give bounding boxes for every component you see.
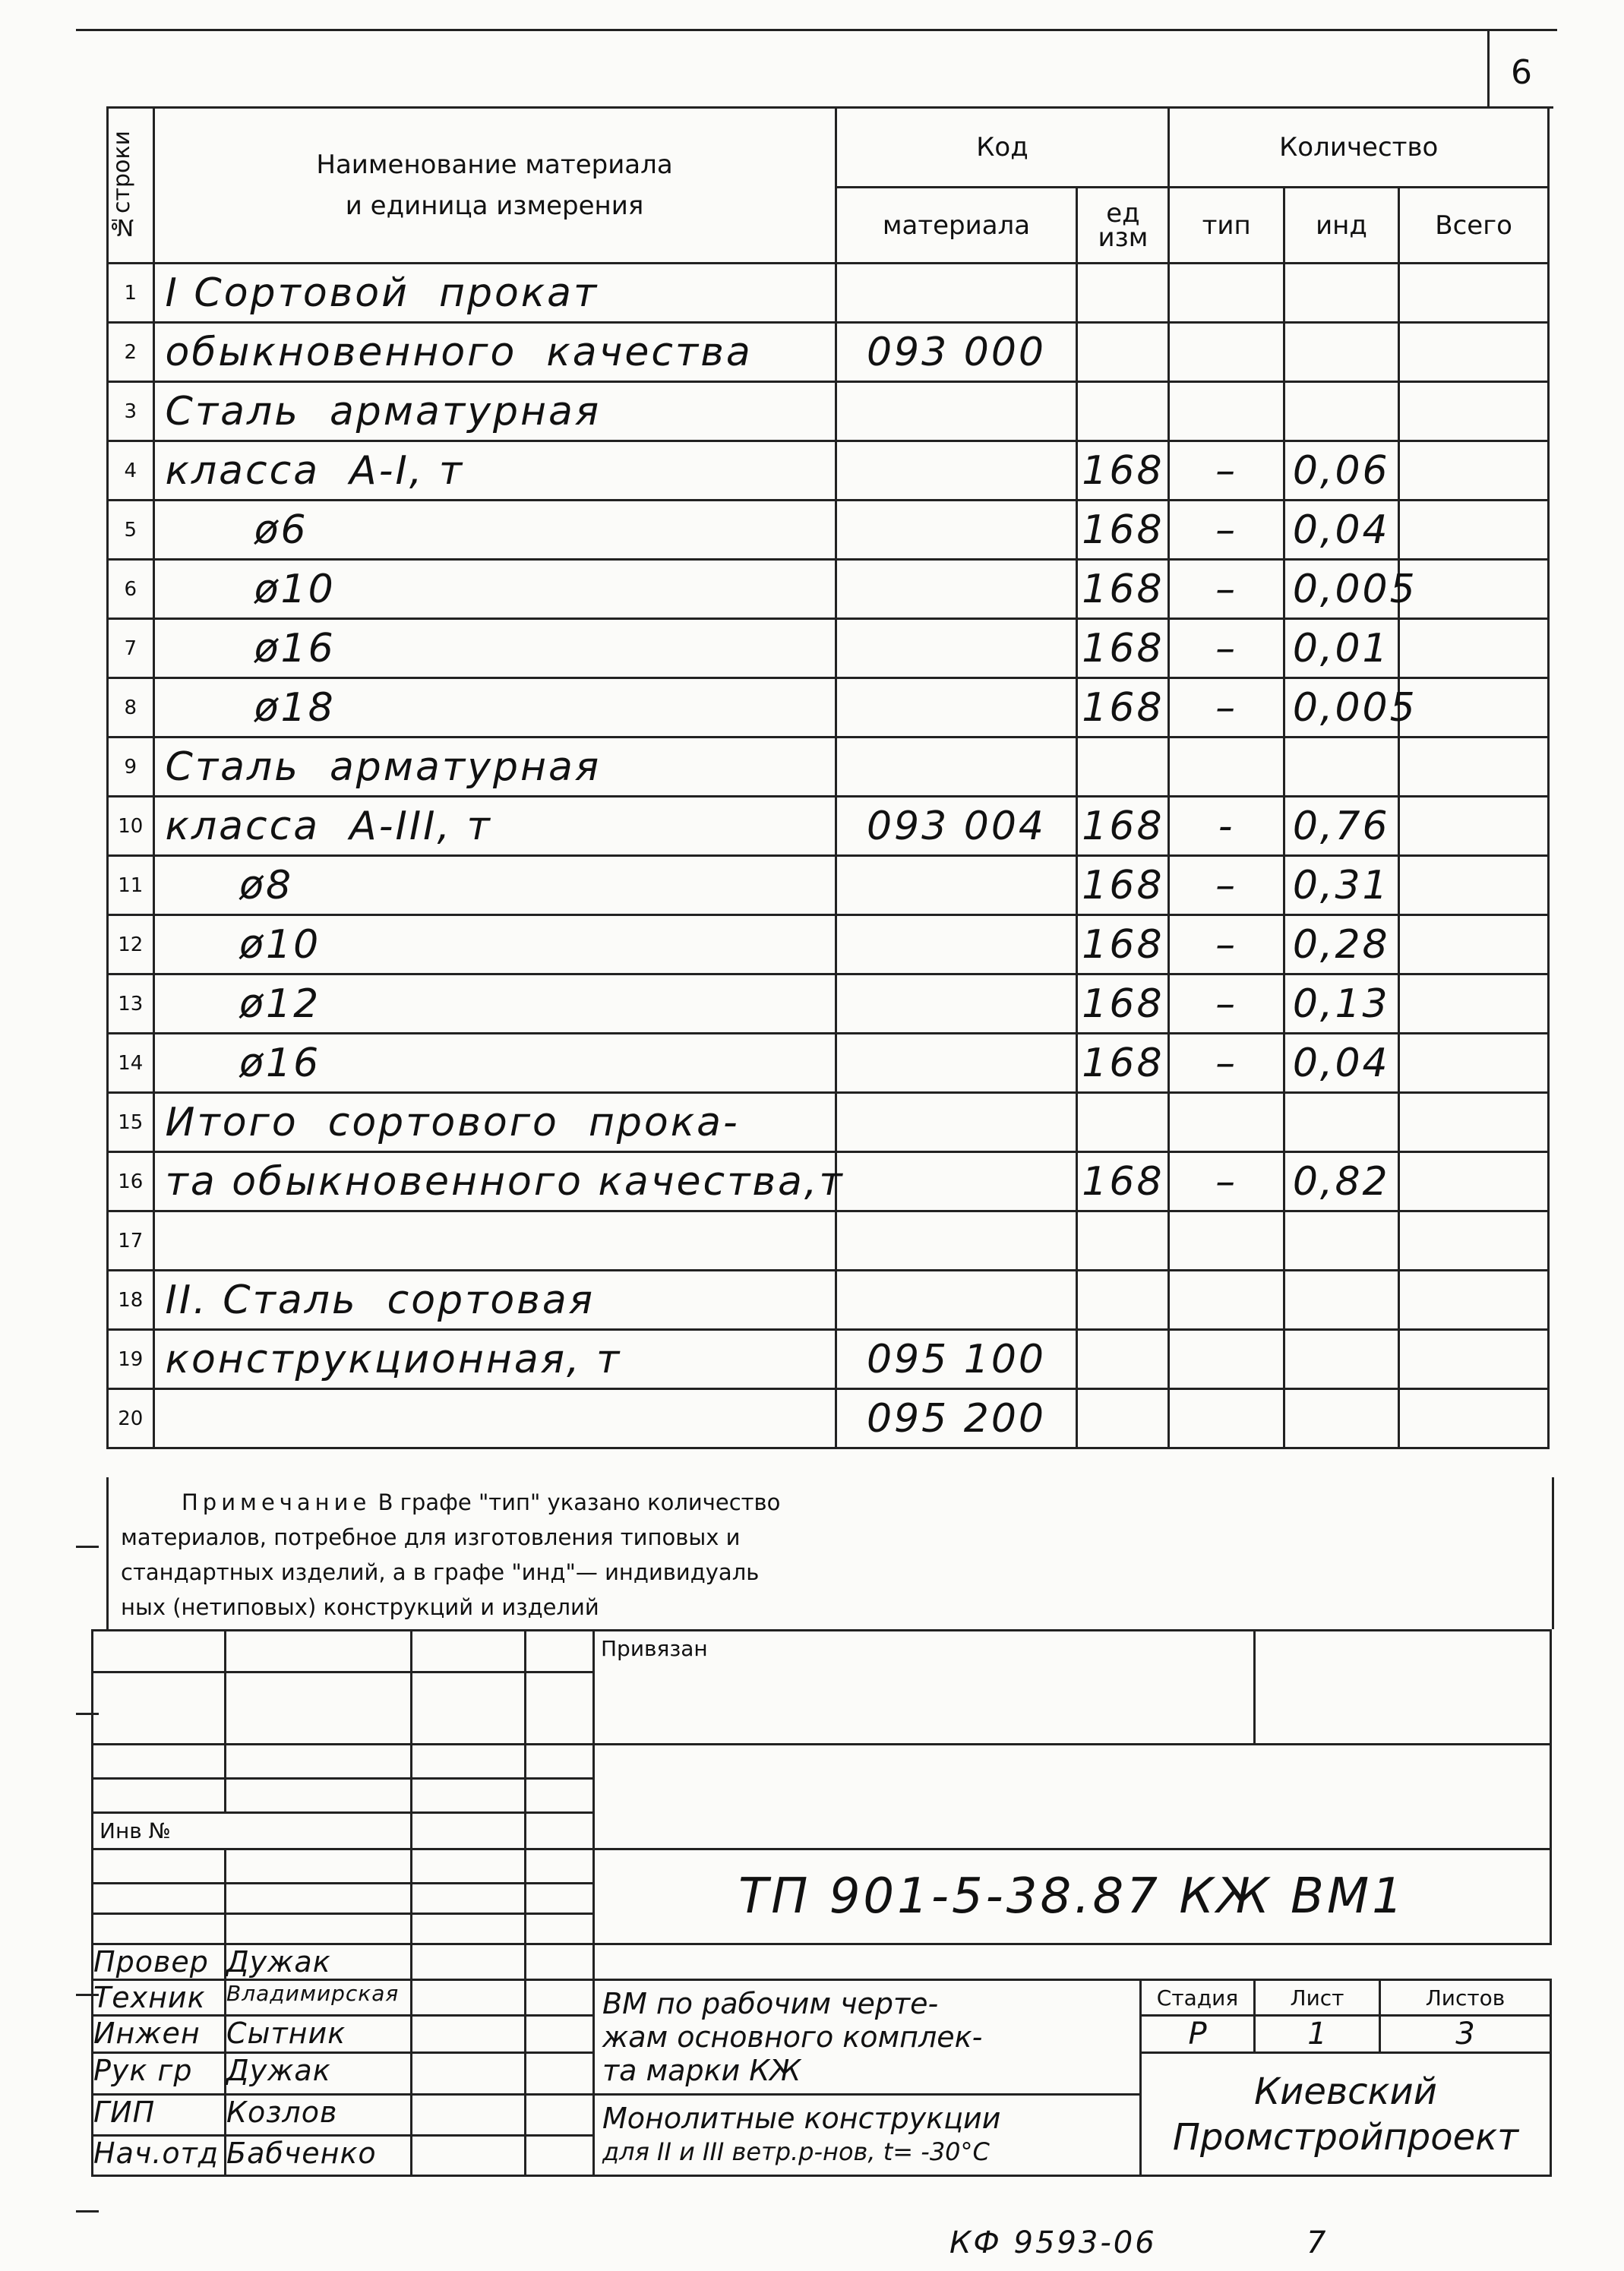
ind-qty: 0,31 [1284,856,1398,915]
type-qty: – [1169,1152,1284,1211]
material-code: 095 100 [836,1330,1077,1389]
unit-code: 168 [1077,441,1169,501]
unit-code: 168 [1077,974,1169,1034]
row-number: 9 [108,738,154,797]
sheets-value: 3 [1380,2016,1551,2053]
table-row [108,678,1549,738]
total-qty [1399,1093,1549,1152]
unit-header: ед изм [1077,188,1169,264]
page-number-box [1487,30,1553,109]
materials-table [106,106,1550,1449]
material-name [153,1211,836,1271]
material-code [836,1271,1077,1330]
total-qty [1399,1330,1549,1389]
total-qty [1399,678,1549,738]
table-row [108,797,1549,856]
material-name [153,1389,836,1448]
total-qty [1399,560,1549,619]
name-dept-head: Бабченко [226,2135,412,2176]
ind-qty [1284,1093,1398,1152]
material-name: та обыкновенного качества,т [153,1152,836,1211]
row-number: 6 [108,560,154,619]
total-qty [1399,915,1549,974]
ind-qty [1284,1211,1398,1271]
row-number: 13 [108,974,154,1034]
material-name: ø12 [153,974,836,1034]
sheets-label: Листов [1380,1980,1551,2016]
material-name: ø16 [153,1034,836,1093]
row-number: 5 [108,501,154,560]
material-name: ø6 [153,501,836,560]
unit-code [1077,1093,1169,1152]
type-qty [1169,1093,1284,1152]
table-row [108,441,1549,501]
material-code [836,1152,1077,1211]
unit-code: 168 [1077,678,1169,738]
ind-qty: 0,005 [1284,678,1398,738]
type-qty: – [1169,856,1284,915]
table-row [108,382,1549,441]
material-code [836,856,1077,915]
unit-code [1077,323,1169,382]
row-number: 20 [108,1389,154,1448]
ind-qty [1284,323,1398,382]
material-name: обыкновенного качества [153,323,836,382]
unit-code [1077,1389,1169,1448]
total-qty [1399,1271,1549,1330]
type-qty [1169,1271,1284,1330]
material-code [836,619,1077,678]
type-qty [1169,1211,1284,1271]
ind-qty: 0,76 [1284,797,1398,856]
material-code: 093 004 [836,797,1077,856]
total-qty [1399,501,1549,560]
unit-code [1077,1211,1169,1271]
material-name: Сталь арматурная [153,382,836,441]
role-technician: Техник [93,1980,226,2016]
table-row [108,619,1549,678]
unit-code: 168 [1077,501,1169,560]
type-qty [1169,738,1284,797]
margin-tick [76,1546,99,1548]
row-number: 11 [108,856,154,915]
ind-qty [1284,264,1398,323]
row-number: 1 [108,264,154,323]
material-code [836,382,1077,441]
table-row [108,974,1549,1034]
type-qty: – [1169,501,1284,560]
material-name: ø10 [153,915,836,974]
note-title: Примечание [182,1489,371,1515]
code-header: Код [836,108,1169,188]
material-name: конструкционная, т [153,1330,836,1389]
type-qty: – [1169,441,1284,501]
type-qty: – [1169,1034,1284,1093]
row-number: 2 [108,323,154,382]
total-qty [1399,1211,1549,1271]
total-header: Всего [1399,188,1549,264]
name-chief-engineer: Козлов [226,2095,412,2136]
total-qty [1399,323,1549,382]
row-number: 7 [108,619,154,678]
quantity-header: Количество [1169,108,1549,188]
ind-qty: 0,82 [1284,1152,1398,1211]
table-row [108,1152,1549,1211]
table-row [108,1330,1549,1389]
ind-qty: 0,28 [1284,915,1398,974]
table-row [108,1034,1549,1093]
material-code: 095 200 [836,1389,1077,1448]
material-code [836,678,1077,738]
row-number: 19 [108,1330,154,1389]
material-code [836,560,1077,619]
type-qty: - [1169,797,1284,856]
material-code [836,264,1077,323]
unit-code: 168 [1077,619,1169,678]
table-row [108,1211,1549,1271]
material-code [836,1211,1077,1271]
material-code [836,974,1077,1034]
ind-qty: 0,13 [1284,974,1398,1034]
document-description-cont: Монолитные конструкции для II и III ветр.р-нов, t= -30°C [594,2095,1141,2176]
ind-qty [1284,1389,1398,1448]
row-number-header: №строки [108,108,154,264]
unit-code [1077,738,1169,797]
total-qty [1399,264,1549,323]
role-dept-head: Нач.отд [93,2135,226,2176]
unit-code: 168 [1077,856,1169,915]
row-number: 14 [108,1034,154,1093]
material-code [836,1034,1077,1093]
table-row [108,323,1549,382]
note-text: Примечание В графе "тип" указано количество материалов, потребное для изготовления типовых и стандартных изделий, а в графе "инд"— индивидуаль ных (нетиповых) конструкций и изделий [121,1489,781,1620]
material-name: класса А-III, т [153,797,836,856]
ind-qty: 0,04 [1284,501,1398,560]
total-qty [1399,856,1549,915]
name-header: Наименование материала и единица измерения [153,108,836,264]
role-chief-engineer: ГИП [93,2095,226,2136]
footer-page-number: 7 [1306,2225,1329,2260]
material-name: ø8 [153,856,836,915]
row-number: 3 [108,382,154,441]
row-number: 15 [108,1093,154,1152]
row-number: 12 [108,915,154,974]
total-qty [1399,797,1549,856]
note-section [106,1477,1554,1629]
unit-code: 168 [1077,1034,1169,1093]
unit-code: 168 [1077,797,1169,856]
unit-code [1077,1330,1169,1389]
ind-qty: 0,06 [1284,441,1398,501]
total-qty [1399,974,1549,1034]
role-group-lead: Рук гр [93,2053,226,2095]
total-qty [1399,441,1549,501]
material-code [836,738,1077,797]
total-qty [1399,382,1549,441]
material-name: Итого сортового прока- [153,1093,836,1152]
type-qty [1169,1330,1284,1389]
row-number: 4 [108,441,154,501]
material-code: 093 000 [836,323,1077,382]
row-number: 17 [108,1211,154,1271]
row-number: 10 [108,797,154,856]
page-number: 6 [1511,53,1532,92]
material-code-header: материала [836,188,1077,264]
ind-qty [1284,1271,1398,1330]
organization: Киевский Промстройпроект [1141,2053,1551,2176]
material-name: класса А-I, т [153,441,836,501]
stage-label: Стадия [1141,1980,1255,2016]
top-rule [76,29,1557,31]
margin-tick [76,2210,99,2213]
material-name: ø18 [153,678,836,738]
name-technician: Владимирская [226,1980,412,2016]
name-engineer: Сытник [226,2016,412,2053]
ind-qty: 0,01 [1284,619,1398,678]
table-row [108,560,1549,619]
table-row [108,501,1549,560]
unit-code [1077,1271,1169,1330]
ind-qty: 0,04 [1284,1034,1398,1093]
type-qty: – [1169,974,1284,1034]
total-qty [1399,1389,1549,1448]
document-description: ВМ по рабочим черте- жам основного комплек- та марки КЖ [594,1980,1141,2095]
material-name: II. Сталь сортовая [153,1271,836,1330]
title-block [91,1629,1552,2177]
type-header: тип [1169,188,1284,264]
table-row [108,738,1549,797]
row-number: 8 [108,678,154,738]
type-qty: – [1169,915,1284,974]
material-name: ø16 [153,619,836,678]
total-qty [1399,1152,1549,1211]
type-qty [1169,323,1284,382]
stage-value: Р [1141,2016,1255,2053]
unit-code: 168 [1077,915,1169,974]
ind-header: инд [1284,188,1398,264]
name-checker: Дужак [226,1944,412,1980]
type-qty [1169,382,1284,441]
material-code [836,1093,1077,1152]
privyazan-label: Привязан [594,1631,1255,1745]
type-qty [1169,1389,1284,1448]
table-row [108,856,1549,915]
unit-code: 168 [1077,1152,1169,1211]
unit-code: 168 [1077,560,1169,619]
ind-qty [1284,382,1398,441]
total-qty [1399,1034,1549,1093]
table-row [108,1093,1549,1152]
table-row [108,1271,1549,1330]
total-qty [1399,738,1549,797]
ind-qty [1284,1330,1398,1389]
role-engineer: Инжен [93,2016,226,2053]
name-group-lead: Дужак [226,2053,412,2095]
sheet-label: Лист [1255,1980,1380,2016]
type-qty: – [1169,619,1284,678]
unit-code [1077,382,1169,441]
inventory-number-label: Инв № [93,1813,412,1849]
table-row [108,1389,1549,1448]
ind-qty: 0,005 [1284,560,1398,619]
total-qty [1399,619,1549,678]
table-row [108,915,1549,974]
row-number: 18 [108,1271,154,1330]
material-code [836,915,1077,974]
table-row [108,264,1549,323]
unit-code [1077,264,1169,323]
row-number: 16 [108,1152,154,1211]
archive-code: КФ 9593-06 [949,2225,1157,2260]
sheet-value: 1 [1255,2016,1380,2053]
material-code [836,441,1077,501]
type-qty [1169,264,1284,323]
document-number: ТП 901-5-38.87 КЖ ВМ1 [594,1849,1551,1944]
type-qty: – [1169,678,1284,738]
material-name: I Сортовой прокат [153,264,836,323]
material-name: Сталь арматурная [153,738,836,797]
material-name: ø10 [153,560,836,619]
role-checker: Провер [93,1944,226,1980]
type-qty: – [1169,560,1284,619]
ind-qty [1284,738,1398,797]
material-code [836,501,1077,560]
